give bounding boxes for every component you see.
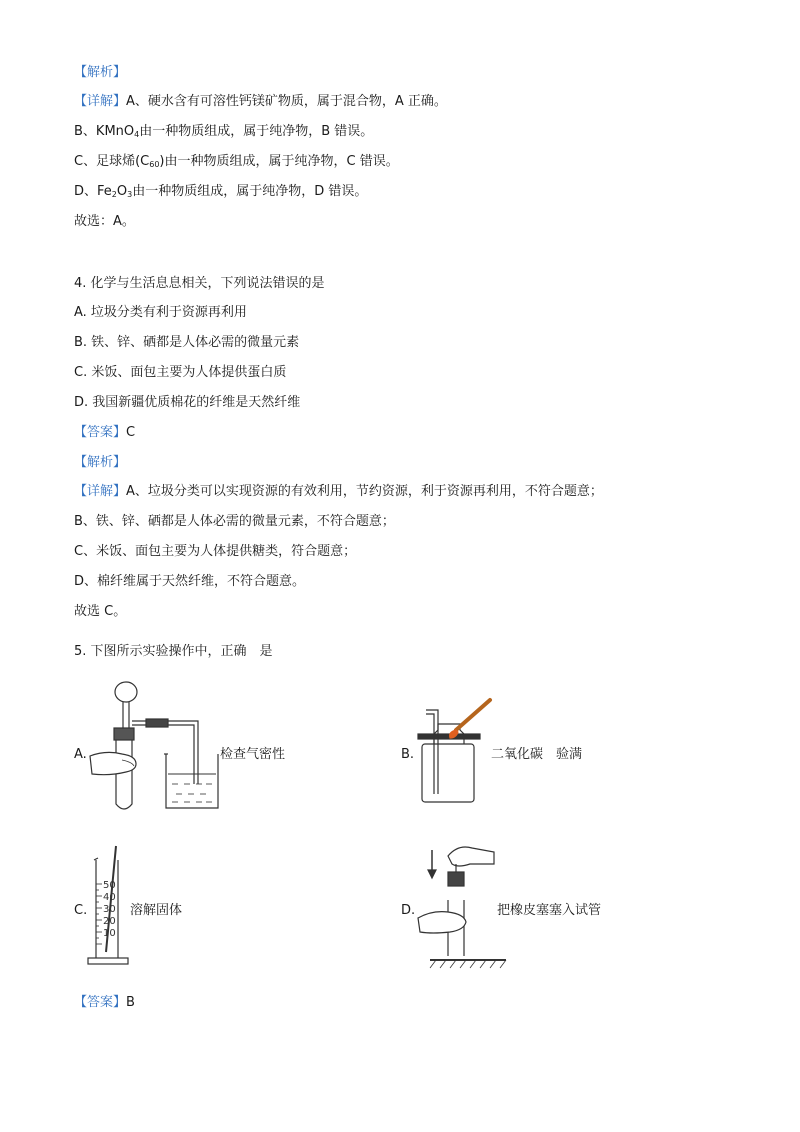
q4-option-d: D. 我国新疆优质棉花的纤维是天然纤维 (74, 395, 301, 410)
q3-d-mid: O (116, 184, 128, 199)
q3-detail-tag: 【详解】 (74, 94, 127, 109)
q3-d-suffix: 由一种物质组成，属于纯净物，D 错误。 (132, 184, 368, 199)
fig-d-caption: 把橡皮塞塞入试管 (497, 903, 602, 918)
q3-d-sub2: 3 (127, 190, 133, 199)
scale-label-10: 10 (103, 928, 116, 939)
fig-c-graduated-cylinder (86, 846, 132, 970)
fig-a-caption: 检查气密性 (220, 747, 286, 762)
q4-detail-d: D、棉纤维属于天然纤维，不符合题意。 (74, 574, 306, 589)
q3-detail-a-text: A、硬水含有可溶性钙镁矿物质，属于混合物，A 正确。 (126, 94, 447, 109)
q5-stem: 5. 下图所示实验操作中，正确 是 (74, 644, 273, 659)
q3-detail-c (74, 153, 399, 174)
q5-answer (74, 994, 135, 1012)
q4-option-b: B. 铁、锌、硒都是人体必需的微量元素 (74, 335, 300, 350)
q3-d-prefix: D、Fe (74, 184, 112, 199)
q3-c-sub: 60 (149, 160, 160, 169)
q3-choice: 故选：A。 (74, 214, 135, 229)
scale-label-40: 40 (103, 892, 116, 903)
fig-a-airtightness-apparatus (86, 676, 226, 816)
q3-c-suffix: )由一种物质组成，属于纯净物，C 错误。 (159, 154, 399, 169)
matchstick (456, 700, 490, 730)
q3-c-prefix: C、足球烯(C (74, 154, 150, 169)
q4-detail-a-text: A、垃圾分类可以实现资源的有效利用，节约资源，利于资源再利用，不符合题意； (126, 484, 603, 499)
q3-detail-d (74, 183, 367, 204)
q5-answer-value: B (126, 995, 135, 1010)
scale-label-20: 20 (103, 916, 116, 927)
scale-label-30: 30 (103, 904, 116, 915)
q4-detail-a (74, 483, 603, 501)
q3-b-sub: 4 (134, 130, 140, 139)
q4-detail-tag: 【详解】 (74, 484, 127, 499)
scale-label-50: 50 (103, 880, 116, 891)
q5-answer-tag: 【答案】 (74, 995, 127, 1010)
q3-b-suffix: 由一种物质组成，属于纯净物，B 错误。 (139, 124, 374, 139)
q4-stem: 4. 化学与生活息息相关，下列说法错误的是 (74, 276, 325, 291)
fig-a-letter: A. (74, 747, 87, 762)
fig-c-letter: C. (74, 903, 88, 918)
q4-answer-tag: 【答案】 (74, 425, 127, 440)
q4-detail-c: C、米饭、面包主要为人体提供糖类，符合题意； (74, 544, 357, 559)
q4-answer-value: C (126, 425, 136, 440)
fig-d-letter: D. (401, 903, 416, 918)
q3-detail-b (74, 123, 373, 144)
q3-d-sub1: 2 (111, 190, 117, 199)
fig-b-caption: 二氧化碳 验满 (491, 747, 583, 762)
q4-option-c: C. 米饭、面包主要为人体提供蛋白质 (74, 365, 287, 380)
q3-detail-a (74, 93, 447, 111)
q4-analysis-tag: 【解析】 (74, 455, 127, 470)
q4-answer (74, 424, 135, 442)
q3-analysis-tag: 【解析】 (74, 65, 127, 80)
q3-b-prefix: B、KMnO (74, 124, 135, 139)
fig-b-letter: B. (401, 747, 415, 762)
q4-option-a: A. 垃圾分类有利于资源再利用 (74, 305, 247, 320)
q4-detail-b: B、铁、锌、硒都是人体必需的微量元素，不符合题意； (74, 514, 395, 529)
q4-choice: 故选 C。 (74, 604, 127, 619)
fig-c-caption: 溶解固体 (130, 903, 183, 918)
